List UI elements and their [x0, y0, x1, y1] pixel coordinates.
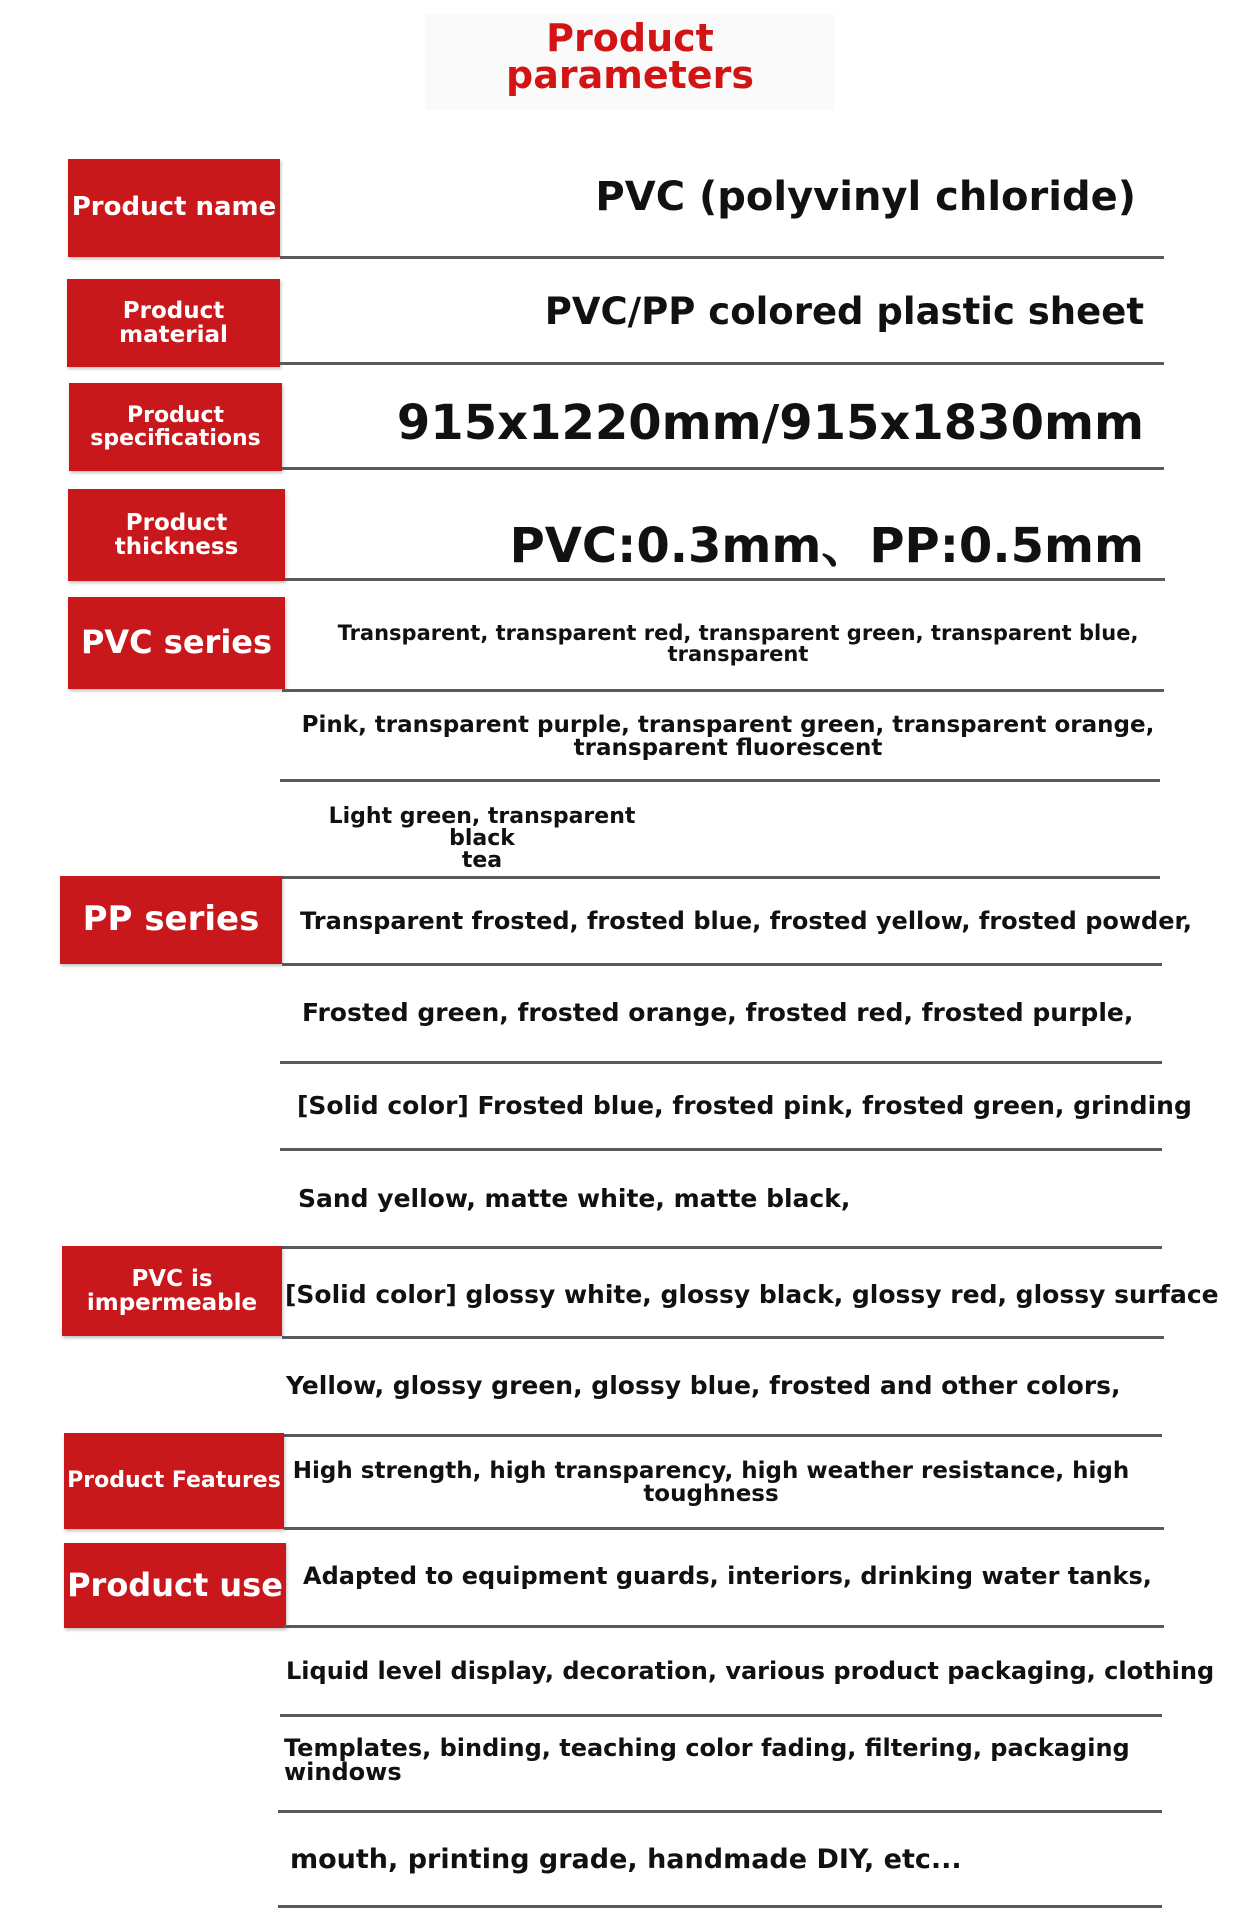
value-pvc-impermeable-line1: [Solid color] glossy white, glossy black, glossy red, glossy surface [285, 1280, 1219, 1309]
page-title-line2: parameters [506, 53, 754, 97]
value-product-use-line1: Adapted to equipment guards, interiors, drinking water tanks, [303, 1562, 1152, 1590]
row-divider [278, 1810, 1162, 1813]
value-product-features [292, 1460, 1130, 1506]
value-product-features-a: High strength, high transparency, high weather resistance, high [292, 1458, 1130, 1484]
row-divider [280, 1148, 1162, 1151]
value-product-use-line3 [284, 1736, 1130, 1784]
label-product-thickness-line2: thickness [114, 534, 239, 560]
label-product-features-text: Product Features [67, 1468, 281, 1494]
value-pvc-series-line2-a: Pink, transparent purple, transparent green, transparent orange, [301, 712, 1155, 738]
row-divider [282, 963, 1162, 966]
row-divider [280, 1246, 1162, 1249]
page-title-line1: Product [546, 16, 714, 60]
label-product-features [64, 1433, 284, 1529]
label-product-use [64, 1543, 286, 1628]
value-pvc-series-line2 [288, 714, 1168, 760]
value-product-use-line4: mouth, printing grade, handmade DIY, etc... [290, 1844, 962, 1875]
label-pp-series [60, 876, 282, 964]
value-product-features-b: toughness [643, 1481, 779, 1507]
value-product-use-line3-a: Templates, binding, teaching color fading, filtering, packaging [284, 1734, 1130, 1762]
label-product-use-text: Product use [67, 1565, 283, 1604]
label-product-thickness-line1: Product [125, 509, 228, 536]
value-pvc-series-line2-b: transparent fluorescent [573, 735, 883, 761]
label-product-specifications-line2: specifications [90, 426, 261, 451]
row-divider [280, 876, 1160, 879]
label-product-specifications [69, 383, 282, 471]
value-pvc-series-line1 [298, 623, 1178, 665]
label-product-name [68, 159, 280, 257]
label-product-material [67, 279, 280, 367]
label-product-material-line1: Product [122, 297, 225, 324]
row-divider [282, 689, 1164, 692]
value-pvc-series-line3 [300, 806, 664, 872]
value-product-material: PVC/PP colored plastic sheet [544, 290, 1144, 333]
label-pp-series-text: PP series [82, 899, 260, 940]
value-pvc-series-line1-a: Transparent, transparent red, transparent green, transparent blue, [337, 621, 1139, 645]
label-pvc-series-text: PVC series [80, 623, 273, 662]
value-product-use-line2: Liquid level display, decoration, various product packaging, clothing [286, 1657, 1215, 1685]
value-pp-series-line4: Sand yellow, matte white, matte black, [298, 1184, 851, 1213]
value-pvc-impermeable-line2: Yellow, glossy green, glossy blue, frosted and other colors, [286, 1371, 1121, 1400]
row-divider [280, 1061, 1162, 1064]
row-divider [284, 1527, 1164, 1530]
label-pvc-impermeable-line1: PVC is [131, 1265, 213, 1292]
value-product-thickness: PVC:0.3mm、PP:0.5mm [509, 518, 1144, 574]
row-divider [278, 1905, 1162, 1908]
row-divider [280, 1714, 1162, 1717]
value-product-name: PVC (polyvinyl chloride) [595, 174, 1136, 220]
value-product-specifications: 915x1220mm/915x1830mm [396, 395, 1144, 451]
row-divider [285, 578, 1165, 581]
value-product-use-line3-b: windows [284, 1758, 402, 1786]
label-pvc-series [68, 597, 285, 689]
row-divider [282, 467, 1164, 470]
label-pvc-impermeable [62, 1246, 282, 1336]
row-divider [280, 256, 1164, 259]
row-divider [280, 362, 1164, 365]
label-product-thickness [68, 489, 285, 581]
row-divider [280, 1434, 1162, 1437]
value-pvc-series-line3-b: tea [461, 848, 503, 873]
row-divider [280, 779, 1160, 782]
value-pvc-series-line1-b: transparent [667, 642, 809, 666]
value-pp-series-line2: Frosted green, frosted orange, frosted red, frosted purple, [302, 998, 1134, 1027]
label-pvc-impermeable-line2: impermeable [86, 1290, 258, 1316]
label-product-name-text: Product name [71, 192, 277, 223]
label-product-specifications-line1: Product [126, 402, 225, 428]
page-title [425, 14, 835, 110]
row-divider [282, 1336, 1164, 1339]
value-pvc-series-line3-a: Light green, transparent black [328, 804, 636, 851]
row-divider [284, 1625, 1164, 1628]
label-product-material-line2: material [119, 322, 228, 348]
value-pp-series-line3: [Solid color] Frosted blue, frosted pink, frosted green, grinding [297, 1091, 1192, 1120]
value-pp-series-line1: Transparent frosted, frosted blue, frosted yellow, frosted powder, [300, 907, 1192, 935]
